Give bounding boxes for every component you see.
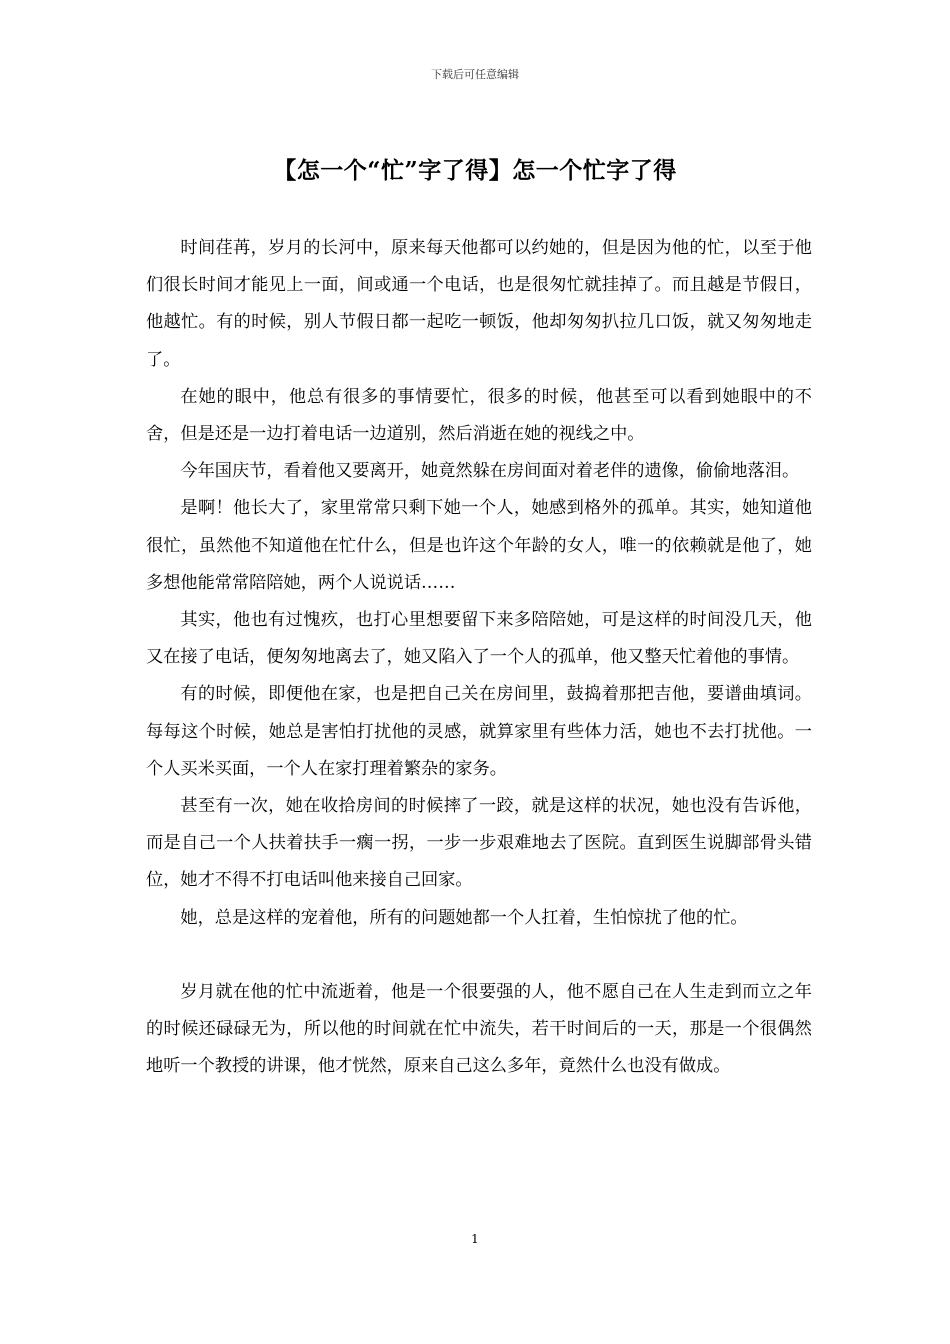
- header-note: 下载后可任意编辑: [431, 68, 519, 81]
- paragraph: 时间荏苒，岁月的长河中，原来每天他都可以约她的，但是因为他的忙，以至于他们很长时间才能见上一面，间或通一个电话，也是很匆忙就挂掉了。而且越是节假日，他越忙。有的时候，别人节假日都一起吃一顿饭，他却匆匆扒拉几口饭，就又匆匆地走了。: [146, 238, 812, 370]
- paragraph: 有的时候，即便他在家，也是把自己关在房间里，鼓捣着那把吉他，要谱曲填词。每每这个时候，她总是害怕打扰他的灵感，就算家里有些体力活，她也不去打扰他。一个人买米买面，一个人在家打理着繁杂的家务。: [146, 684, 812, 779]
- paragraph: 其实，他也有过愧疚，也打心里想要留下来多陪陪她，可是这样的时间没几天，他又在接了电话，便匆匆地离去了，她又陷入了一个人的孤单，他又整天忙着他的事情。: [146, 610, 812, 668]
- document-body: [146, 230, 812, 1085]
- document-title: 【怎一个“忙”字了得】怎一个忙字了得: [273, 157, 677, 184]
- paragraph: 在她的眼中，他总有很多的事情要忙，很多的时候，他甚至可以看到她眼中的不舍，但是还是一边打着电话一边道别，然后消逝在她的视线之中。: [146, 386, 812, 445]
- paragraph: 今年国庆节，看着他又要离开，她竟然躲在房间面对着老伴的遗像，偷偷地落泪。: [180, 461, 800, 482]
- paragraph: 甚至有一次，她在收拾房间的时候摔了一跤，就是这样的状况，她也没有告诉他，而是自己一个人扶着扶手一瘸一拐，一步一步艰难地去了医院。直到医生说脚部骨头错位，她才不得不打电话叫他来接自己回家。: [146, 796, 812, 891]
- paragraph: 岁月就在他的忙中流逝着，他是一个很要强的人，他不愿自己在人生走到而立之年的时候还碌碌无为，所以他的时间就在忙中流失，若干时间后的一天，那是一个很偶然地听一个教授的讲课，他才恍然，原来自己这么多年，竟然什么也没有做成。: [146, 981, 812, 1077]
- paragraph: 她，总是这样的宠着他，所有的问题她都一个人扛着，生怕惊扰了他的忙。: [180, 907, 748, 928]
- page-number: 1: [471, 1232, 479, 1246]
- paragraph: 是啊！他长大了，家里常常只剩下她一个人，她感到格外的孤单。其实，她知道他很忙，虽然他不知道他在忙什么，但是也许这个年龄的女人，唯一的依赖就是他了，她多想他能常常陪陪她，两个人说说话……: [146, 498, 812, 593]
